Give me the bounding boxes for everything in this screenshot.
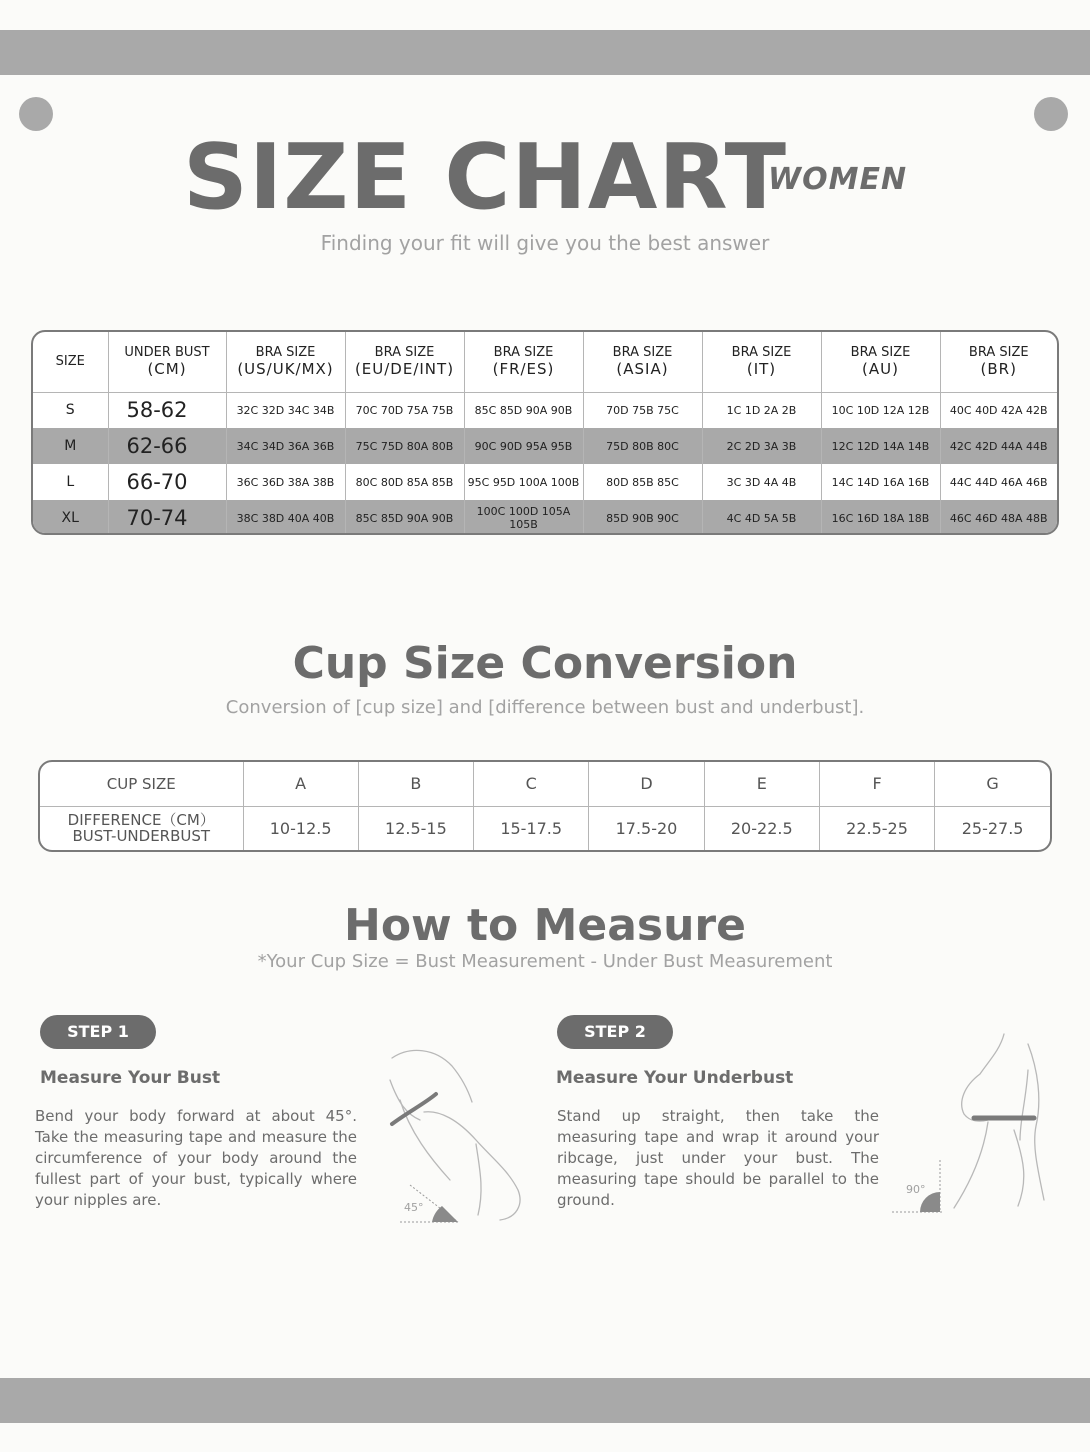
table-row [33,464,1057,500]
cup-section-title: Cup Size Conversion [292,638,798,689]
step2-text: Stand up straight, then take the measuring tape and wrap it around your ribcage, just under your bust. The measuring tape should be parallel to the ground. [557,1107,879,1209]
cell-size: XL [33,500,108,535]
cell-bra-au: 12C 12D 14A 14B [821,428,940,464]
cup-letter: C [474,762,589,806]
cup-row-ranges [40,806,1050,850]
step1-text: Bend your body forward at about 45°. Take the measuring tape and measure the circumference of your body around the fullest part of your bust, typically where your nipples are. [35,1107,357,1209]
difference-label: DIFFERENCE（CM） BUST-UNDERBUST [40,806,243,850]
table-row [33,500,1057,535]
cup-range: 15-17.5 [474,806,589,850]
underbust-figure-illustration [888,1030,1058,1220]
step2-heading: Measure Your Underbust [556,1068,794,1088]
cup-letter: G [935,762,1050,806]
cell-bra-fr: 85C 85D 90A 90B [464,392,583,428]
cell-bra-it: 4C 4D 5A 5B [702,500,821,535]
cell-bra-eu: 85C 85D 90A 90B [345,500,464,535]
cell-bra-eu: 75C 75D 80A 80B [345,428,464,464]
cell-bra-asia: 75D 80B 80C [583,428,702,464]
measure-section-subtitle: *Your Cup Size = Bust Measurement - Under Bust Measurement [257,951,833,972]
angle-wedge [432,1206,458,1222]
title-row [0,125,1090,230]
cup-range: 12.5-15 [358,806,473,850]
cup-size-label: CUP SIZE [40,762,243,806]
cell-bra-us: 32C 32D 34C 34B [226,392,345,428]
header-bra-au: BRA SIZE (AU) [821,332,940,392]
cup-row-letters [40,762,1050,806]
cup-range: 20-22.5 [704,806,819,850]
cup-letter: D [589,762,704,806]
header-bra-asia: BRA SIZE (ASIA) [583,332,702,392]
decor-dot-right [1034,97,1068,131]
cell-bra-asia: 85D 90B 90C [583,500,702,535]
angle-label-45: 45° [404,1201,424,1214]
cell-bra-us: 34C 34D 36A 36B [226,428,345,464]
header-bra-us: BRA SIZE (US/UK/MX) [226,332,345,392]
bottom-band [0,1378,1090,1423]
cup-table [38,760,1052,852]
cup-letter: F [819,762,934,806]
cell-bra-br: 46C 46D 48A 48B [940,500,1057,535]
cup-range: 17.5-20 [589,806,704,850]
cell-bra-eu: 70C 70D 75A 75B [345,392,464,428]
cell-bra-asia: 70D 75B 75C [583,392,702,428]
cell-bra-br: 40C 40D 42A 42B [949,403,1048,417]
cell-bra-fr: 90C 90D 95A 95B [464,428,583,464]
cell-bra-au: 10C 10D 12A 12B [821,392,940,428]
table-row [33,392,1057,428]
cell-under-bust: 70-74 [108,500,226,535]
cell-bra-br: 42C 42D 44A 44B [940,428,1057,464]
cell-size: M [33,428,108,464]
header-size: SIZE [33,332,108,392]
cell-bra-br: 44C 44D 46A 46B [949,475,1048,489]
cell-bra-eu: 80C 80D 85A 85B [345,464,464,500]
step1-heading: Measure Your Bust [40,1068,221,1088]
measure-section-title: How to Measure [344,900,746,951]
cell-bra-it: 1C 1D 2A 2B [702,392,821,428]
cell-bra-fr: 100C 100D 105A 105B [464,500,583,535]
cup-letter: A [243,762,358,806]
table-row [33,428,1057,464]
cup-section-subtitle: Conversion of [cup size] and [difference between bust and underbust]. [225,697,865,718]
cell-size: L [33,464,108,500]
size-table [31,330,1059,535]
cell-bra-us: 36C 36D 38A 38B [226,464,345,500]
cell-bra-asia: 80D 85B 85C [583,464,702,500]
cell-bra-au: 16C 16D 18A 18B [821,500,940,535]
cell-under-bust: 66-70 [108,464,226,500]
cell-bra-au: 14C 14D 16A 16B [821,464,940,500]
step1-pill: STEP 1 [40,1015,156,1049]
top-band [0,30,1090,75]
header-bra-it: BRA SIZE (IT) [702,332,821,392]
header-under-bust: UNDER BUST (CM) [108,332,226,392]
cell-bra-us: 38C 38D 40A 40B [226,500,345,535]
size-table-header [33,332,1057,392]
gender-tag: WOMEN [768,162,908,197]
page-title: SIZE CHART [183,125,788,230]
page-subtitle: Finding your fit will give you the best answer [320,231,770,255]
angle-label-90: 90° [906,1183,926,1196]
header-bra-eu: BRA SIZE (EU/DE/INT) [345,332,464,392]
cup-range: 25-27.5 [961,818,1024,838]
step2-pill: STEP 2 [557,1015,673,1049]
cup-letter: B [358,762,473,806]
decor-dot-left [19,97,53,131]
cup-range: 22.5-25 [819,806,934,850]
cell-size: S [33,392,108,428]
cell-under-bust: 62-66 [108,428,226,464]
cell-bra-it: 3C 3D 4A 4B [702,464,821,500]
cup-range: 10-12.5 [243,806,358,850]
bust-figure-illustration [380,1040,530,1230]
header-bra-fr: BRA SIZE (FR/ES) [464,332,583,392]
cell-bra-fr: 95C 95D 100A 100B [464,464,583,500]
cell-under-bust: 58-62 [108,392,226,428]
cell-bra-it: 2C 2D 3A 3B [702,428,821,464]
cup-letter: E [704,762,819,806]
header-bra-br: BRA SIZE (BR) [940,332,1057,392]
